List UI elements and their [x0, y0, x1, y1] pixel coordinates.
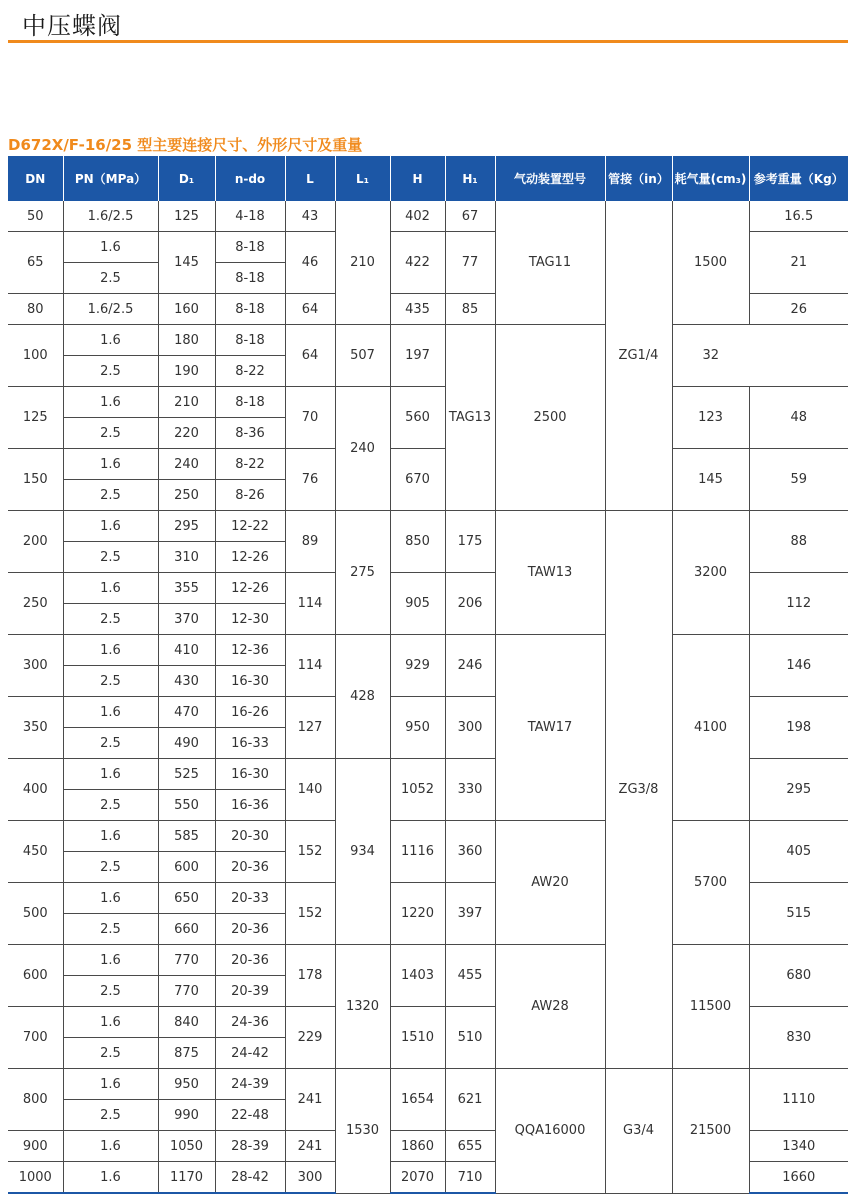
table-cell: 64: [285, 325, 335, 387]
column-header: L₁: [335, 156, 390, 201]
table-caption: D672X/F-16/25 型主要连接尺寸、外形尺寸及重量: [8, 136, 363, 154]
table-cell: 20-36: [215, 945, 285, 976]
table-cell: 295: [158, 511, 215, 542]
table-cell: ZG1/4: [605, 201, 672, 511]
table-cell: 300: [285, 1162, 335, 1194]
table-cell: 250: [158, 480, 215, 511]
table-cell: 1654: [390, 1069, 445, 1131]
table-cell: 3200: [672, 511, 749, 635]
table-cell: 12-22: [215, 511, 285, 542]
table-cell: 21: [749, 232, 848, 294]
table-cell: 43: [285, 201, 335, 232]
table-cell: 5700: [672, 821, 749, 945]
table-cell: 145: [672, 449, 749, 511]
column-header: H₁: [445, 156, 495, 201]
table-cell: 178: [285, 945, 335, 1007]
table-cell: 950: [390, 697, 445, 759]
table-cell: 76: [285, 449, 335, 511]
table-cell: 241: [285, 1131, 335, 1162]
table-cell: 1.6: [63, 325, 158, 356]
table-cell: 905: [390, 573, 445, 635]
table-cell: 8-26: [215, 480, 285, 511]
table-cell: 24-39: [215, 1069, 285, 1100]
table-cell: 1530: [335, 1069, 390, 1194]
table-cell: 1.6: [63, 883, 158, 914]
table-cell: 1660: [749, 1162, 848, 1194]
table-cell: 300: [445, 697, 495, 759]
table-cell: 1860: [390, 1131, 445, 1162]
table-cell: 32: [672, 325, 749, 387]
table-cell: 1116: [390, 821, 445, 883]
table-row: [8, 449, 848, 480]
table-cell: 50: [8, 201, 63, 232]
table-cell: 20-36: [215, 852, 285, 883]
table-cell: 12-36: [215, 635, 285, 666]
table-cell: 660: [158, 914, 215, 945]
table-cell: 100: [8, 325, 63, 387]
table-cell: 2.5: [63, 418, 158, 449]
table-cell: 85: [445, 294, 495, 325]
column-header: L: [285, 156, 335, 201]
table-cell: 2.5: [63, 914, 158, 945]
table-cell: 77: [445, 232, 495, 294]
table-cell: 197: [390, 325, 445, 387]
table-cell: 428: [335, 635, 390, 759]
table-cell: AW20: [495, 821, 605, 945]
table-cell: 670: [390, 449, 445, 511]
table-cell: 875: [158, 1038, 215, 1069]
table-cell: 490: [158, 728, 215, 759]
table-cell: 2.5: [63, 790, 158, 821]
table-cell: 210: [158, 387, 215, 418]
table-cell: 70: [285, 387, 335, 449]
table-cell: 840: [158, 1007, 215, 1038]
table-cell: 405: [749, 821, 848, 883]
title-divider: [8, 40, 848, 43]
table-row: [8, 511, 848, 542]
table-cell: 450: [8, 821, 63, 883]
table-cell: 1052: [390, 759, 445, 821]
table-row: [8, 821, 848, 852]
table-cell: 1110: [749, 1069, 848, 1131]
table-cell: 20-30: [215, 821, 285, 852]
table-cell: 150: [8, 449, 63, 511]
table-cell: 241: [285, 1069, 335, 1131]
table-cell: 125: [8, 387, 63, 449]
table-cell: 330: [445, 759, 495, 821]
table-cell: 22-48: [215, 1100, 285, 1131]
table-cell: 550: [158, 790, 215, 821]
column-header: 参考重量（Kg）: [749, 156, 848, 201]
table-cell: 152: [285, 883, 335, 945]
table-cell: 455: [445, 945, 495, 1007]
table-row: [8, 325, 848, 356]
table-cell: 80: [8, 294, 63, 325]
table-cell: 59: [749, 449, 848, 511]
table-cell: 300: [8, 635, 63, 697]
table-cell: 2.5: [63, 356, 158, 387]
table-cell: 422: [390, 232, 445, 294]
table-cell: 114: [285, 635, 335, 697]
table-cell: 1340: [749, 1131, 848, 1162]
table-cell: 65: [8, 232, 63, 294]
table-cell: 1320: [335, 945, 390, 1069]
table-cell: 850: [390, 511, 445, 573]
table-cell: 1500: [672, 201, 749, 325]
table-cell: 26: [749, 294, 848, 325]
table-cell: ZG3/8: [605, 511, 672, 1069]
table-cell: 24-36: [215, 1007, 285, 1038]
table-cell: 206: [445, 573, 495, 635]
table-cell: TAG13: [445, 325, 495, 511]
table-cell: 585: [158, 821, 215, 852]
table-cell: 1000: [8, 1162, 63, 1194]
table-cell: 370: [158, 604, 215, 635]
table-cell: 140: [285, 759, 335, 821]
table-cell: 12-26: [215, 542, 285, 573]
table-cell: 1.6: [63, 945, 158, 976]
table-cell: 1.6: [63, 759, 158, 790]
table-cell: 8-22: [215, 356, 285, 387]
table-cell: 12-26: [215, 573, 285, 604]
table-cell: 400: [8, 759, 63, 821]
table-cell: 310: [158, 542, 215, 573]
table-cell: 1.6: [63, 821, 158, 852]
table-cell: 1403: [390, 945, 445, 1007]
table-cell: 20-39: [215, 976, 285, 1007]
table-cell: 16-26: [215, 697, 285, 728]
table-cell: 160: [158, 294, 215, 325]
table-cell: G3/4: [605, 1069, 672, 1194]
table-cell: 8-18: [215, 294, 285, 325]
table-cell: 250: [8, 573, 63, 635]
table-cell: 190: [158, 356, 215, 387]
table-cell: 525: [158, 759, 215, 790]
table-cell: 950: [158, 1069, 215, 1100]
table-cell: 402: [390, 201, 445, 232]
table-cell: AW28: [495, 945, 605, 1069]
table-cell: 430: [158, 666, 215, 697]
table-cell: 1.6/2.5: [63, 201, 158, 232]
table-cell: TAW17: [495, 635, 605, 821]
table-cell: 12-30: [215, 604, 285, 635]
table-cell: 8-18: [215, 387, 285, 418]
table-cell: 2.5: [63, 666, 158, 697]
table-cell: 770: [158, 976, 215, 1007]
column-header: 管接（in）: [605, 156, 672, 201]
table-cell: 89: [285, 511, 335, 573]
table-cell: 1050: [158, 1131, 215, 1162]
table-cell: 2.5: [63, 604, 158, 635]
table-cell: 114: [285, 573, 335, 635]
table-cell: 355: [158, 573, 215, 604]
table-cell: 1.6: [63, 697, 158, 728]
table-cell: 16.5: [749, 201, 848, 232]
table-cell: 900: [8, 1131, 63, 1162]
table-cell: 350: [8, 697, 63, 759]
column-header: DN: [8, 156, 63, 201]
table-cell: 700: [8, 1007, 63, 1069]
table-cell: 67: [445, 201, 495, 232]
table-cell: 21500: [672, 1069, 749, 1194]
table-cell: TAW13: [495, 511, 605, 635]
table-cell: 515: [749, 883, 848, 945]
table-cell: 2500: [495, 325, 605, 511]
table-cell: 510: [445, 1007, 495, 1069]
table-cell: 710: [445, 1162, 495, 1194]
table-cell: 88: [749, 511, 848, 573]
table-cell: 112: [749, 573, 848, 635]
table-cell: 435: [390, 294, 445, 325]
header-row: [8, 156, 848, 201]
table-cell: 229: [285, 1007, 335, 1069]
table-cell: 64: [285, 294, 335, 325]
table-cell: 28-39: [215, 1131, 285, 1162]
table-cell: 1220: [390, 883, 445, 945]
table-cell: 929: [390, 635, 445, 697]
table-cell: 20-33: [215, 883, 285, 914]
table-cell: 1.6: [63, 1131, 158, 1162]
table-cell: 990: [158, 1100, 215, 1131]
table-cell: 1.6/2.5: [63, 294, 158, 325]
table-cell: 2.5: [63, 1100, 158, 1131]
table-cell: QQA16000: [495, 1069, 605, 1194]
table-cell: 680: [749, 945, 848, 1007]
table-cell: 295: [749, 759, 848, 821]
table-cell: 1.6: [63, 232, 158, 263]
table-cell: 210: [335, 201, 390, 325]
table-cell: 46: [285, 232, 335, 294]
table-cell: 2.5: [63, 1038, 158, 1069]
table-row: [8, 1069, 848, 1100]
table-cell: 275: [335, 511, 390, 635]
table-cell: 1.6: [63, 387, 158, 418]
table-cell: 8-18: [215, 325, 285, 356]
table-cell: 146: [749, 635, 848, 697]
column-header: D₁: [158, 156, 215, 201]
table-cell: 4-18: [215, 201, 285, 232]
table-cell: 2.5: [63, 480, 158, 511]
table-cell: 800: [8, 1069, 63, 1131]
table-cell: TAG11: [495, 201, 605, 325]
table-cell: 1.6: [63, 449, 158, 480]
table-cell: 650: [158, 883, 215, 914]
table-cell: 198: [749, 697, 848, 759]
table-cell: 770: [158, 945, 215, 976]
table-cell: 11500: [672, 945, 749, 1069]
table-row: [8, 387, 848, 418]
table-cell: 16-36: [215, 790, 285, 821]
table-cell: 397: [445, 883, 495, 945]
table-cell: 621: [445, 1069, 495, 1131]
table-cell: 830: [749, 1007, 848, 1069]
table-cell: 470: [158, 697, 215, 728]
table-cell: 4100: [672, 635, 749, 821]
table-cell: 934: [335, 759, 390, 945]
table-cell: 175: [445, 511, 495, 573]
table-cell: 240: [158, 449, 215, 480]
table-cell: 1510: [390, 1007, 445, 1069]
table-cell: 16-30: [215, 759, 285, 790]
table-cell: 246: [445, 635, 495, 697]
table-cell: 1.6: [63, 573, 158, 604]
table-cell: 8-18: [215, 232, 285, 263]
table-cell: 152: [285, 821, 335, 883]
table-cell: 8-18: [215, 263, 285, 294]
table-cell: 1.6: [63, 1162, 158, 1194]
table-row: [8, 635, 848, 666]
table-cell: 24-42: [215, 1038, 285, 1069]
table-cell: 220: [158, 418, 215, 449]
table-cell: 20-36: [215, 914, 285, 945]
table-cell: 8-36: [215, 418, 285, 449]
table-cell: 145: [158, 232, 215, 294]
table-cell: 123: [672, 387, 749, 449]
table-cell: 180: [158, 325, 215, 356]
table-cell: 2.5: [63, 728, 158, 759]
table-row: [8, 945, 848, 976]
table-cell: 1170: [158, 1162, 215, 1194]
table-cell: 2.5: [63, 976, 158, 1007]
table-cell: 8-22: [215, 449, 285, 480]
table-body: [8, 201, 848, 1193]
table-cell: 48: [749, 387, 848, 449]
table-cell: 2.5: [63, 263, 158, 294]
table-cell: 600: [158, 852, 215, 883]
table-cell: 1.6: [63, 1069, 158, 1100]
table-cell: 16-30: [215, 666, 285, 697]
table-cell: 125: [158, 201, 215, 232]
table-cell: 410: [158, 635, 215, 666]
page-title: 中压蝶阀: [22, 12, 122, 40]
table-cell: 1.6: [63, 1007, 158, 1038]
table-cell: 2.5: [63, 542, 158, 573]
table-cell: 560: [390, 387, 445, 449]
table-cell: 1.6: [63, 635, 158, 666]
table-header: [8, 156, 848, 201]
table-row: [8, 201, 848, 232]
table-cell: 507: [335, 325, 390, 387]
table-cell: 360: [445, 821, 495, 883]
column-header: 气动装置型号: [495, 156, 605, 201]
table-cell: 2.5: [63, 852, 158, 883]
specification-table: [8, 156, 848, 1194]
table-cell: 500: [8, 883, 63, 945]
table-cell: 28-42: [215, 1162, 285, 1194]
column-header: n-do: [215, 156, 285, 201]
table-cell: 240: [335, 387, 390, 511]
table-cell: 2070: [390, 1162, 445, 1194]
table-cell: 127: [285, 697, 335, 759]
column-header: PN（MPa）: [63, 156, 158, 201]
table-cell: 16-33: [215, 728, 285, 759]
table-cell: 200: [8, 511, 63, 573]
table-cell: 655: [445, 1131, 495, 1162]
table-cell: 1.6: [63, 511, 158, 542]
column-header: H: [390, 156, 445, 201]
column-header: 耗气量(cm₃): [672, 156, 749, 201]
table-cell: 600: [8, 945, 63, 1007]
